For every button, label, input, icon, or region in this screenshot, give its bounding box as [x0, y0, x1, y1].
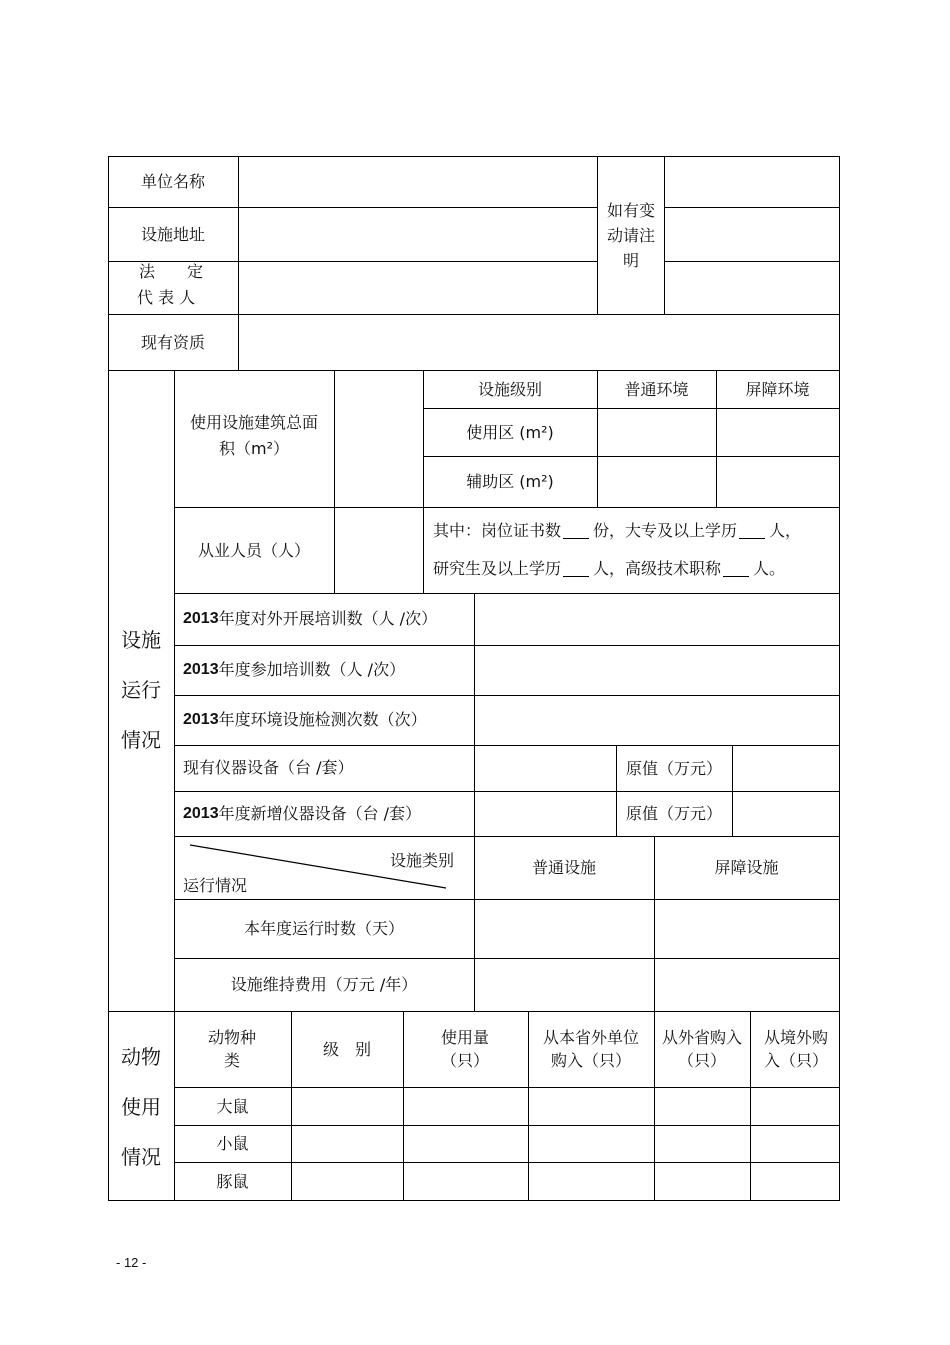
use-area-label: 使用区 (m²)	[466, 422, 554, 442]
building-area-field[interactable]	[334, 370, 423, 507]
change-note-field-3[interactable]	[664, 261, 839, 314]
staff-detail-text: 人，	[769, 521, 802, 540]
facility-section-label: 设施运行情况	[121, 628, 161, 752]
animal-row-label: 小鼠	[216, 1134, 249, 1153]
env-check-label	[183, 695, 427, 745]
original-value-field-1[interactable]	[732, 745, 839, 791]
training-attend-field[interactable]	[474, 645, 839, 695]
training-attend-label	[183, 645, 405, 695]
aux-area-barrier-field[interactable]	[716, 456, 839, 507]
training-external-label	[183, 593, 437, 645]
staff-detail-text: 其中：岗位证书数	[433, 521, 562, 540]
change-note-label: 如有变动请注明	[606, 200, 655, 270]
change-note-field-1[interactable]	[664, 156, 839, 207]
operating-days-barrier-field[interactable]	[654, 899, 839, 958]
staff-detail-text: 份，大专及以上学历	[593, 521, 738, 540]
building-area-label	[190, 400, 318, 472]
staff-detail-line1	[433, 521, 801, 541]
maintenance-cost-barrier-field[interactable]	[654, 958, 839, 1011]
qualification-label: 现有资质	[140, 332, 205, 352]
facility-address-field[interactable]	[238, 207, 597, 261]
instruments-new-text: 年度新增仪器设备（台 /套）	[218, 803, 422, 823]
instruments-new-label	[183, 791, 421, 836]
year-text: 2013	[183, 610, 219, 627]
blank-line[interactable]	[723, 562, 749, 577]
table-line	[750, 1011, 751, 1201]
legal-rep-label-line2: 代 表 人	[137, 288, 196, 307]
table-line	[597, 156, 598, 314]
animal-row-label: 大鼠	[216, 1096, 249, 1116]
use-area-normal-field[interactable]	[597, 408, 716, 456]
col-out-province: 从外省购入（只）	[662, 1028, 743, 1070]
barrier-env-header: 屏障环境	[745, 379, 810, 399]
unit-name-label: 单位名称	[140, 172, 205, 191]
staff-detail-text: 研究生及以上学历	[433, 559, 562, 578]
table-line	[403, 1011, 404, 1201]
facility-level-header: 设施级别	[477, 379, 542, 399]
normal-env-header: 普通环境	[624, 379, 689, 399]
building-area-text: 使用设施建筑总面积（m²）	[190, 413, 319, 458]
original-value-field-2[interactable]	[732, 791, 839, 836]
training-external-text: 年度对外开展培训数（人 /次）	[218, 609, 438, 628]
operating-days-label: 本年度运行时数（天）	[243, 919, 404, 938]
blank-line[interactable]	[563, 562, 589, 577]
instruments-current-field[interactable]	[474, 745, 616, 791]
staff-detail-line2	[433, 559, 785, 579]
env-check-text: 年度环境设施检测次数（次）	[218, 710, 427, 729]
page-number: - 12 -	[116, 1255, 147, 1270]
table-line	[839, 156, 840, 1201]
year-text: 2013	[183, 661, 219, 678]
instruments-current-label: 现有仪器设备（台 /套）	[183, 758, 354, 777]
col-level: 级 别	[322, 1039, 371, 1059]
animal-section-label: 动物使用情况	[121, 1045, 161, 1169]
use-area-barrier-field[interactable]	[716, 408, 839, 456]
table-line	[528, 1011, 529, 1201]
legal-rep-label-line1: 法 定	[139, 262, 204, 281]
env-check-field[interactable]	[474, 695, 839, 745]
col-usage: 使用量（只）	[440, 1028, 489, 1070]
table-line	[108, 1200, 840, 1201]
table-line	[654, 1011, 655, 1201]
animal-row-label: 豚鼠	[216, 1171, 249, 1191]
maintenance-cost-label: 设施维持费用（万元 /年）	[230, 975, 418, 994]
barrier-facility-header: 屏障设施	[714, 858, 779, 877]
original-value-label-2: 原值（万元）	[625, 804, 722, 823]
qualification-field[interactable]	[238, 314, 839, 370]
blank-line[interactable]	[563, 524, 589, 539]
diag-header-bottom: 运行情况	[183, 876, 248, 895]
aux-area-normal-field[interactable]	[597, 456, 716, 507]
instruments-new-field[interactable]	[474, 791, 616, 836]
facility-address-label: 设施地址	[140, 224, 205, 244]
col-in-province: 从本省外单位购入（只）	[542, 1028, 639, 1070]
blank-line[interactable]	[739, 524, 765, 539]
staff-label: 从业人员（人）	[197, 540, 310, 560]
staff-detail-text: 人。	[753, 559, 786, 578]
original-value-label-1: 原值（万元）	[625, 758, 722, 778]
training-external-field[interactable]	[474, 593, 839, 645]
table-line	[174, 370, 175, 1201]
normal-facility-header: 普通设施	[531, 858, 596, 877]
col-abroad: 从境外购入（只）	[763, 1028, 828, 1070]
change-note-field-2[interactable]	[664, 207, 839, 261]
staff-detail-text: 人，高级技术职称	[593, 559, 722, 578]
table-line	[108, 156, 109, 1201]
legal-rep-field[interactable]	[238, 261, 597, 314]
training-attend-text: 年度参加培训数（人 /次）	[218, 660, 406, 679]
diag-header-top: 设施类别	[390, 851, 455, 870]
year-text: 2013	[183, 804, 219, 822]
unit-name-field[interactable]	[238, 156, 597, 207]
year-text: 2013	[183, 711, 219, 728]
col-species: 动物种类	[207, 1028, 256, 1070]
operating-days-normal-field[interactable]	[474, 899, 654, 958]
aux-area-label: 辅助区 (m²)	[466, 472, 554, 491]
maintenance-cost-normal-field[interactable]	[474, 958, 654, 1011]
staff-count-field[interactable]	[334, 507, 423, 593]
